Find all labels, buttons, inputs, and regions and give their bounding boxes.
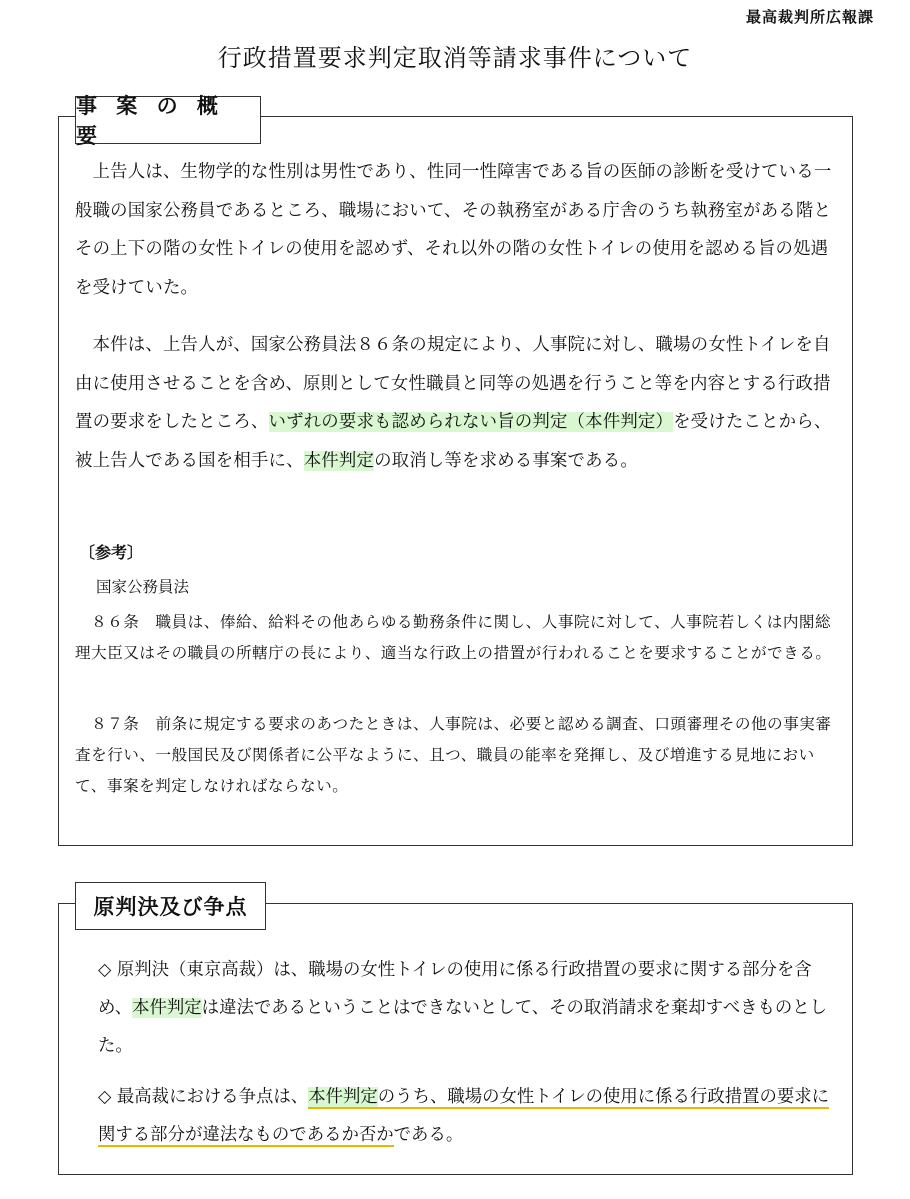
highlight-honken-hantei: 本件判定 [303, 450, 375, 471]
case-summary-heading: 事 案 の 概 要 [75, 96, 261, 144]
bullet-supreme-court-issue [98, 1078, 833, 1154]
bullet-2-text-b: である。 [393, 1125, 464, 1145]
article-87-text: ８７条 前条に規定する要求のあつたときは、人事院は、必要と認める調査、口頭審理その他の事実審査を行い、一般国民及び関係者に公平なように、且つ、職員の能率を発揮し、及び増進する見地において、事案を判定しなければならない。 [75, 715, 832, 795]
highlight-honken-hantei: 本件判定 [132, 998, 202, 1018]
article-87 [75, 709, 845, 802]
article-86-text: ８６条 職員は、俸給、給料その他あらゆる勤務条件に関し、人事院に対して、人事院若しくは内閣総理大臣又はその職員の所轄庁の長により、適当な行政上の措置が行われることを要求することができる。 [75, 613, 832, 662]
reference-law-name: 国家公務員法 [96, 578, 190, 596]
issuer-name: 最高裁判所広報課 [745, 8, 874, 26]
summary-paragraph-2 [75, 326, 845, 480]
summary-paragraph-2-text-b: を受けたことから、被上告人である国を相手に、 [75, 412, 832, 471]
bullet-1-text-b: は違法であるということはできないとして、その取消請求を棄却すべきものとした。 [98, 998, 828, 1056]
bullet-1-text-a: ◇ 原判決（東京高裁）は、職場の女性トイレの使用に係る行政措置の要求に関する部分を含め、 [98, 960, 812, 1018]
summary-paragraph-2-text-a: 本件は、上告人が、国家公務員法８６条の規定により、人事院に対し、職場の女性トイレを自由に使用させることを含め、原則として女性職員と同等の処遇を行うこと等を内容とする行政措置の要求をしたところ、 [75, 335, 831, 432]
underlined-issue-phrase: のうち、職場の女性トイレの使用に係る行政措置の要求に関する部分が違法なものであるか否か [98, 1087, 830, 1145]
document-title: 行政措置要求判定取消等請求事件について [217, 44, 693, 72]
summary-paragraph-1-text: 上告人は、生物学的な性別は男性であり、性同一性障害である旨の医師の診断を受けている一般職の国家公務員であるところ、職場において、その執務室がある庁舎のうち執務室がある階とその上下の階の女性トイレの使用を認めず、それ以外の階の女性トイレの使用を認める旨の処遇を受けていた。 [75, 162, 832, 298]
bullet-lower-court-ruling [98, 951, 833, 1065]
judgment-issue-heading: 原判決及び争点 [75, 882, 266, 930]
summary-paragraph-2-text-c: の取消し等を求める事案である。 [374, 450, 638, 471]
highlight-ruling-phrase: いずれの要求も認められない旨の判定（本件判定） [268, 412, 674, 432]
bullet-2-text-a: ◇ 最高裁における争点は、 [98, 1087, 309, 1107]
reference-heading: 〔参考〕 [79, 543, 144, 562]
summary-paragraph-1 [75, 153, 845, 307]
article-86 [75, 607, 845, 669]
highlight-honken-hantei: 本件判定 [308, 1087, 378, 1107]
